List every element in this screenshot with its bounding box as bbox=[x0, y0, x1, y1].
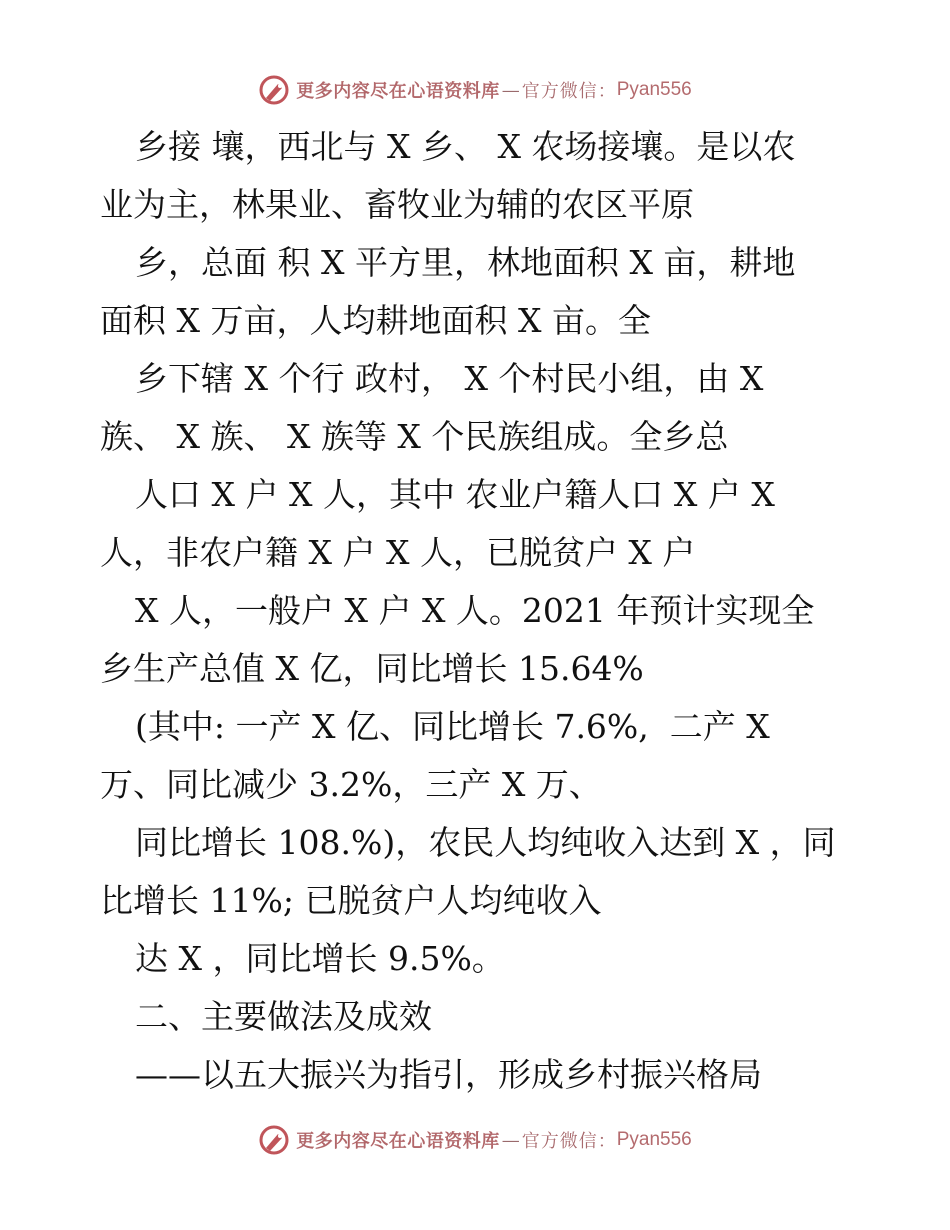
watermark-main-text: 更多内容尽在心语资料库 bbox=[296, 81, 500, 102]
body-line: 族、 X 族、 X 族等 X 个民族组成。全乡总 bbox=[100, 417, 729, 456]
body-line: 乡下辖 X 个行 政村， X 个村民小组，由 X bbox=[135, 359, 764, 398]
watermark-separator: — bbox=[501, 79, 520, 101]
watermark-separator: — bbox=[501, 1129, 520, 1151]
body-line: (其中: 一产 X 亿、同比增长 7.6%, 二产 X bbox=[135, 707, 770, 746]
body-line: 同比增长 108.%)，农民人均纯收入达到 X ，同 bbox=[135, 823, 836, 862]
watermark-official-label: 官方微信： bbox=[521, 1131, 617, 1152]
body-line: 乡生产总值 X 亿，同比增长 15.64% bbox=[100, 649, 644, 688]
pen-nib-logo-icon bbox=[258, 74, 290, 106]
body-line: 比增长 11%; 已脱贫户人均纯收入 bbox=[100, 881, 602, 920]
body-line: 达 X ，同比增长 9.5%。 bbox=[135, 939, 505, 978]
watermark-footer bbox=[0, 1120, 950, 1160]
body-line: X 人，一般户 X 户 X 人。2021 年预计实现全 bbox=[135, 591, 815, 630]
watermark-header bbox=[0, 70, 950, 110]
document-body bbox=[0, 118, 950, 1104]
body-line: 万、同比减少 3.2%，三产 X 万、 bbox=[100, 765, 602, 804]
body-line: 乡，总面 积 X 平方里，林地面积 X 亩，耕地 bbox=[135, 243, 796, 282]
body-line: 人口 X 户 X 人，其中 农业户籍人口 X 户 X bbox=[135, 475, 775, 514]
body-line: 乡接 壤，西北与 X 乡、 X 农场接壤。是以农 bbox=[135, 127, 796, 166]
watermark-wechat-id: Pyan556 bbox=[616, 1129, 692, 1150]
section-heading: 二、主要做法及成效 bbox=[135, 997, 432, 1036]
pen-nib-logo-icon bbox=[258, 1124, 290, 1156]
watermark-official-label: 官方微信： bbox=[521, 81, 617, 102]
body-line: 面积 X 万亩，人均耕地面积 X 亩。全 bbox=[100, 301, 651, 340]
body-line: 业为主，林果业、畜牧业为辅的农区平原 bbox=[100, 185, 694, 224]
watermark-wechat-id: Pyan556 bbox=[616, 79, 692, 100]
body-line: 人，非农户籍 X 户 X 人，已脱贫户 X 户 bbox=[100, 533, 696, 572]
watermark-main-text: 更多内容尽在心语资料库 bbox=[296, 1131, 500, 1152]
subsection-heading: ——以五大振兴为指引，形成乡村振兴格局 bbox=[135, 1055, 762, 1094]
